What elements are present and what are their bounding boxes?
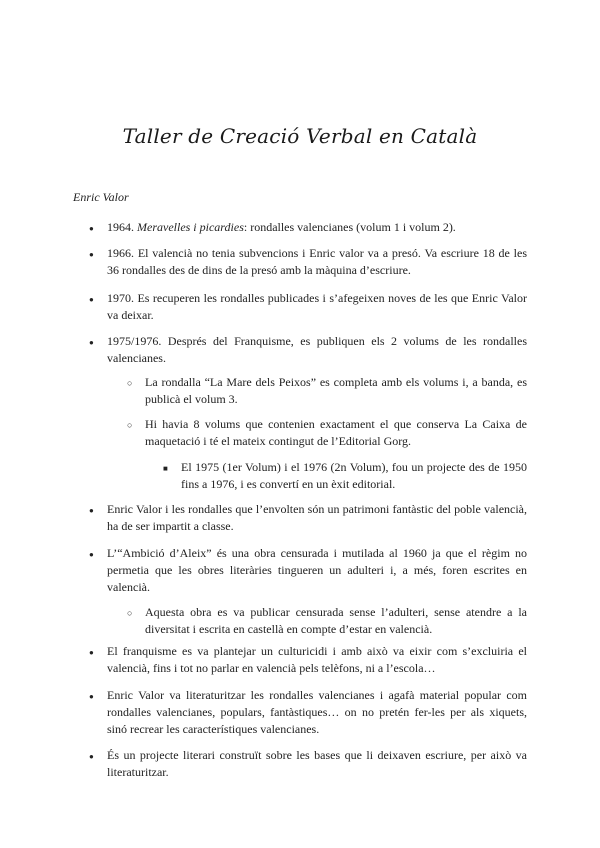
bullet-square-icon	[163, 459, 168, 477]
bullet-dot-icon	[89, 245, 94, 263]
list-item	[107, 687, 527, 738]
list-item-text: Aquesta obra es va publicar censurada sense l’adulteri, sense atendre a la diversitat i escrita en castellà en compte d’estar en valencià.	[145, 605, 527, 636]
section-heading: Enric Valor	[73, 190, 129, 204]
page-title: Taller de Creació Verbal en Català	[122, 124, 478, 148]
list-item-year: 1964.	[107, 220, 137, 234]
list-item-text: La rondalla “La Mare dels Peixos” es completa amb els volums i, a banda, es publicà el volum 3.	[145, 375, 527, 406]
bullet-dot-icon	[89, 545, 94, 563]
list-item-text: Enric Valor va literaturitzar les rondalles valencianes i agafà material popular com rondalles valencianes, populars, fantàstiques… on no pretén fer-les per als xiquets, sinó recrear les característiques valencianes.	[107, 688, 527, 736]
list-item-text: El franquisme es va plantejar un culturicidi i amb això va eixir com s’excluiria el valencià, fins i tot no parlar en valencià pels telèfons, ni a l’escola…	[107, 644, 527, 675]
list-item	[145, 374, 527, 408]
list-item-text: 1975/1976. Després del Franquisme, es publiquen els 2 volums de les rondalles valencianes.	[107, 334, 527, 365]
list-item	[107, 219, 527, 236]
list-item-rest: : rondalles valencianes (volum 1 i volum 2).	[243, 220, 456, 234]
list-item	[107, 245, 527, 279]
bullet-dot-icon	[89, 333, 94, 351]
list-item-text: 1966. El valencià no tenia subvencions i Enric valor va a presó. Va escriure 18 de les 36 rondalles des de dins de la presó amb la màquina d’escriure.	[107, 246, 527, 277]
list-item	[145, 416, 527, 450]
bullet-dot-icon	[89, 747, 94, 765]
bullet-dot-icon	[89, 643, 94, 661]
list-item	[107, 333, 527, 367]
bullet-dot-icon	[89, 219, 94, 237]
list-item	[107, 643, 527, 677]
list-item	[107, 545, 527, 596]
list-item	[145, 604, 527, 638]
list-item	[107, 747, 527, 781]
bullet-dot-icon	[89, 290, 94, 308]
list-item	[181, 459, 527, 493]
list-item-text: El 1975 (1er Volum) i el 1976 (2n Volum), fou un projecte des de 1950 fins a 1976, i es convertí en un èxit editorial.	[181, 460, 527, 491]
list-item	[107, 290, 527, 324]
bullet-circle-icon	[127, 374, 132, 392]
list-item	[107, 501, 527, 535]
bullet-circle-icon	[127, 604, 132, 622]
book-title: Meravelles i picardies	[137, 220, 244, 234]
list-item-text: L’“Ambició d’Aleix” és una obra censurada i mutilada al 1960 ja que el règim no permetia que les obres literàries tingueren un adulteri i, a més, foren escrites en valencià.	[107, 546, 527, 594]
bullet-dot-icon	[89, 501, 94, 519]
list-item-text: Enric Valor i les rondalles que l’envolten són un patrimoni fantàstic del poble valencià, ha de ser impartit a classe.	[107, 502, 527, 533]
list-item-text: És un projecte literari construït sobre les bases que li deixaven escriure, per això va literaturitzar.	[107, 748, 527, 779]
list-item-text: 1970. Es recuperen les rondalles publicades i s’afegeixen noves de les que Enric Valor va deixar.	[107, 291, 527, 322]
bullet-circle-icon	[127, 416, 132, 434]
bullet-dot-icon	[89, 687, 94, 705]
list-item-text: Hi havia 8 volums que contenien exactament el que conserva La Caixa de maquetació i té el mateix contingut de l’Editorial Gorg.	[145, 417, 527, 448]
